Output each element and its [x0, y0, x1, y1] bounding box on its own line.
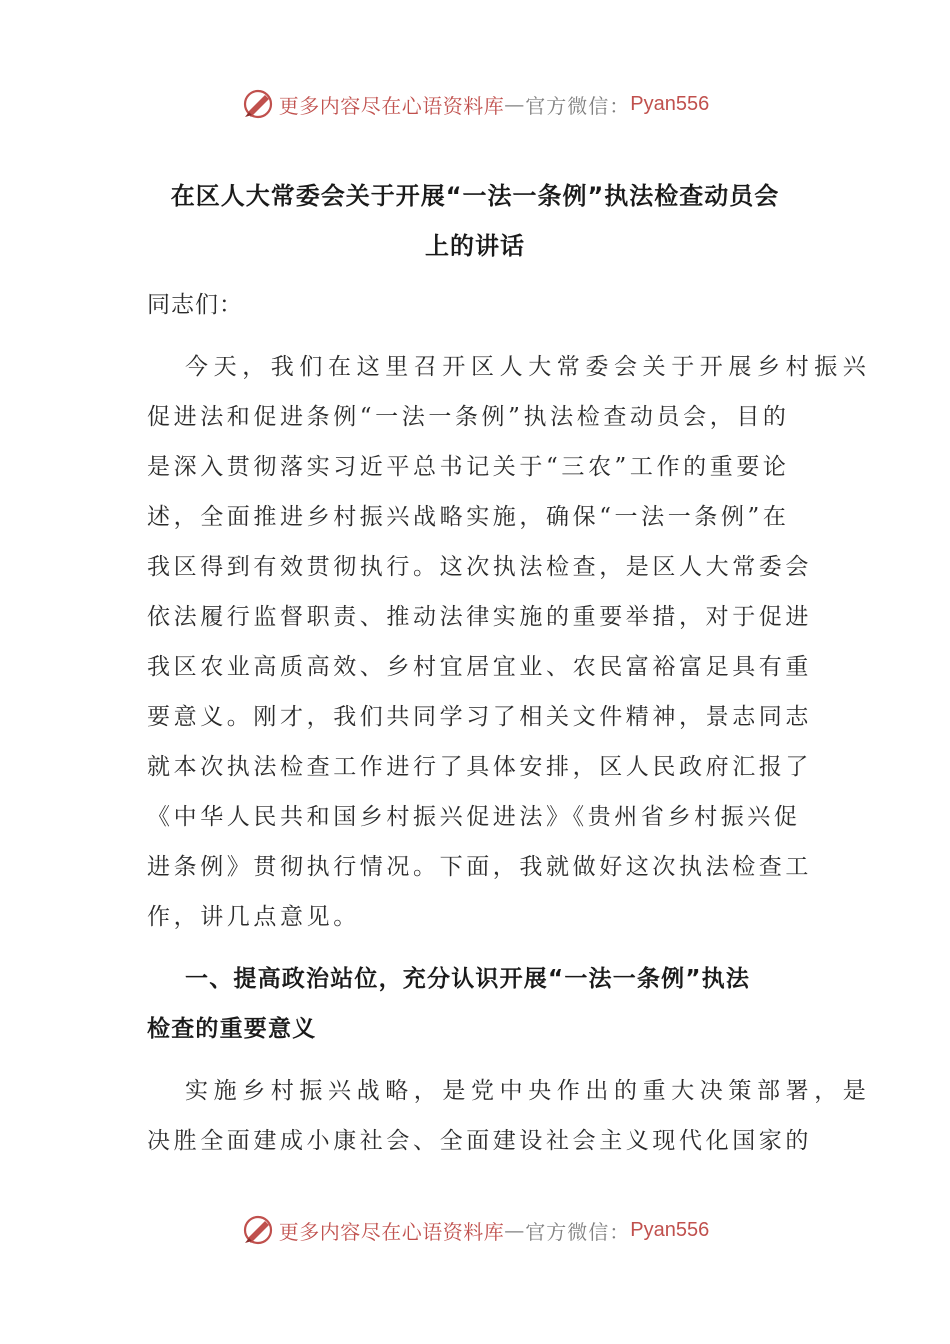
- paragraph-2-line: 实施乡村振兴战略，是党中央作出的重大决策部署，是: [185, 1078, 872, 1104]
- banner-wechat-label: 官方微信：: [525, 93, 631, 118]
- banner-site-name: 更多内容尽在心语资料库: [278, 93, 505, 118]
- paragraph-1-line: 要意义。刚才，我们共同学习了相关文件精神，景志同志: [147, 704, 812, 730]
- paragraph-1-line: 《中华人民共和国乡村振兴促进法》《贵州省乡村振兴促: [147, 804, 801, 830]
- paragraph-1-line: 今天，我们在这里召开区人大常委会关于开展乡村振兴: [185, 354, 872, 380]
- paragraph-1-line: 是深入贯彻落实习近平总书记关于“三农”工作的重要论: [147, 454, 790, 480]
- paragraph-1-line: 我区得到有效贯彻执行。这次执法检查，是区人大常委会: [147, 554, 812, 580]
- pen-logo-icon: [241, 1213, 275, 1247]
- banner-wechat-id: Pyan556: [630, 92, 710, 115]
- paragraph-1-line: 进条例》贯彻执行情况。下面，我就做好这次执法检查工: [147, 854, 812, 880]
- paragraph-1-line: 依法履行监督职责、推动法律实施的重要举措，对于促进: [147, 604, 812, 630]
- banner-site-name: 更多内容尽在心语资料库: [278, 1219, 505, 1244]
- paragraph-1-line: 促进法和促进条例“一法一条例”执法检查动员会，目的: [147, 404, 790, 430]
- pen-logo-icon: [241, 87, 275, 121]
- paragraph-1-line: 就本次执法检查工作进行了具体安排，区人民政府汇报了: [147, 754, 812, 780]
- paragraph-1-line: 我区农业高质高效、乡村宜居宜业、农民富裕富足具有重: [147, 654, 812, 680]
- paragraph-1-line: 作，讲几点意见。: [147, 904, 360, 930]
- banner-dash: —: [504, 92, 526, 116]
- banner-dash: —: [504, 1218, 526, 1242]
- header-banner: [0, 84, 950, 124]
- document-title-line-2: 上的讲话: [425, 232, 525, 260]
- document-title-line-1: 在区人大常委会关于开展“一法一条例”执法检查动员会: [170, 182, 780, 210]
- banner-wechat-id: Pyan556: [630, 1218, 710, 1241]
- section-heading-1: 一、提高政治站位，充分认识开展“一法一条例”执法: [185, 966, 751, 992]
- banner-wechat-label: 官方微信：: [525, 1219, 631, 1244]
- salutation: 同志们：: [147, 292, 243, 318]
- section-heading-1: 检查的重要意义: [147, 1016, 317, 1042]
- paragraph-1-line: 述，全面推进乡村振兴战略实施，确保“一法一条例”在: [147, 504, 790, 530]
- footer-banner: [0, 1210, 950, 1250]
- paragraph-2-line: 决胜全面建成小康社会、全面建设社会主义现代化国家的: [147, 1128, 812, 1154]
